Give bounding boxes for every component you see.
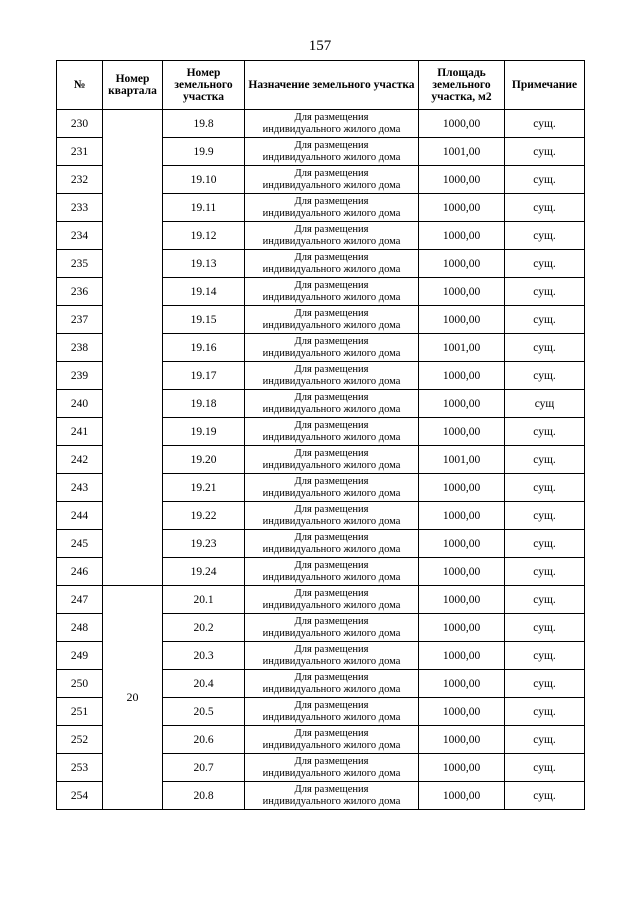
plot-number-cell: 20.6 [163,726,245,754]
purpose-line-1: Для размещения [294,643,369,655]
row-number-cell: 250 [57,670,103,698]
area-cell: 1001,00 [419,334,505,362]
purpose-line-2: индивидуального жилого дома [262,543,401,555]
purpose-line-2: индивидуального жилого дома [262,767,401,779]
row-number-cell: 253 [57,754,103,782]
row-number-cell: 246 [57,558,103,586]
purpose-line-2: индивидуального жилого дома [262,795,401,807]
purpose-cell [245,390,419,418]
note-cell: сущ. [505,278,585,306]
row-number-cell: 241 [57,418,103,446]
note-cell: сущ. [505,698,585,726]
purpose-line-2: индивидуального жилого дома [262,739,401,751]
note-cell: сущ. [505,194,585,222]
purpose-cell [245,138,419,166]
note-cell: сущ. [505,474,585,502]
row-number-cell: 244 [57,502,103,530]
purpose-line-2: индивидуального жилого дома [262,347,401,359]
purpose-line-2: индивидуального жилого дома [262,151,401,163]
purpose-cell [245,502,419,530]
plot-number-cell: 19.13 [163,250,245,278]
area-cell: 1000,00 [419,306,505,334]
area-cell: 1000,00 [419,530,505,558]
purpose-cell [245,278,419,306]
plot-number-cell: 19.14 [163,278,245,306]
purpose-line-1: Для размещения [294,475,369,487]
purpose-line-2: индивидуального жилого дома [262,207,401,219]
row-number-cell: 230 [57,110,103,138]
purpose-cell [245,698,419,726]
purpose-line-2: индивидуального жилого дома [262,291,401,303]
row-number-cell: 234 [57,222,103,250]
purpose-line-1: Для размещения [294,111,369,123]
purpose-cell [245,166,419,194]
purpose-line-2: индивидуального жилого дома [262,263,401,275]
header-quarter: Номер квартала [103,61,163,110]
table-header-row [57,61,585,110]
row-number-cell: 248 [57,614,103,642]
purpose-line-1: Для размещения [294,587,369,599]
table-body [57,110,585,810]
purpose-cell [245,474,419,502]
note-cell: сущ. [505,586,585,614]
header-area: Площадь земельного участка, м2 [419,61,505,110]
row-number-cell: 232 [57,166,103,194]
area-cell: 1000,00 [419,502,505,530]
row-number-cell: 251 [57,698,103,726]
plot-number-cell: 19.19 [163,418,245,446]
area-cell: 1000,00 [419,194,505,222]
plot-number-cell: 19.9 [163,138,245,166]
note-cell: сущ. [505,670,585,698]
plot-number-cell: 19.18 [163,390,245,418]
area-cell: 1000,00 [419,782,505,810]
purpose-line-2: индивидуального жилого дома [262,179,401,191]
purpose-cell [245,586,419,614]
plot-number-cell: 20.7 [163,754,245,782]
note-cell: сущ. [505,502,585,530]
purpose-line-1: Для размещения [294,167,369,179]
plot-number-cell: 19.17 [163,362,245,390]
purpose-line-1: Для размещения [294,531,369,543]
purpose-cell [245,642,419,670]
note-cell: сущ. [505,782,585,810]
note-cell: сущ. [505,530,585,558]
note-cell: сущ. [505,418,585,446]
area-cell: 1001,00 [419,138,505,166]
area-cell: 1000,00 [419,670,505,698]
area-cell: 1000,00 [419,110,505,138]
purpose-line-1: Для размещения [294,755,369,767]
note-cell: сущ [505,390,585,418]
purpose-line-1: Для размещения [294,615,369,627]
purpose-line-2: индивидуального жилого дома [262,711,401,723]
table-row [57,586,585,614]
purpose-line-2: индивидуального жилого дома [262,431,401,443]
page-number: 157 [308,38,332,54]
row-number-cell: 249 [57,642,103,670]
area-cell: 1000,00 [419,614,505,642]
row-number-cell: 245 [57,530,103,558]
purpose-line-2: индивидуального жилого дома [262,515,401,527]
plot-number-cell: 20.8 [163,782,245,810]
note-cell: сущ. [505,138,585,166]
note-cell: сущ. [505,726,585,754]
plot-number-cell: 20.4 [163,670,245,698]
plot-number-cell: 19.15 [163,306,245,334]
note-cell: сущ. [505,166,585,194]
purpose-line-2: индивидуального жилого дома [262,655,401,667]
purpose-line-2: индивидуального жилого дома [262,459,401,471]
purpose-line-1: Для размещения [294,307,369,319]
area-cell: 1000,00 [419,250,505,278]
plot-number-cell: 19.16 [163,334,245,362]
purpose-cell [245,782,419,810]
purpose-cell [245,446,419,474]
row-number-cell: 242 [57,446,103,474]
purpose-cell [245,250,419,278]
purpose-line-2: индивидуального жилого дома [262,375,401,387]
plot-number-cell: 20.3 [163,642,245,670]
row-number-cell: 235 [57,250,103,278]
plot-number-cell: 20.1 [163,586,245,614]
purpose-line-1: Для размещения [294,783,369,795]
purpose-line-1: Для размещения [294,559,369,571]
header-plot-number: Номер земельного участка [163,61,245,110]
plot-number-cell: 19.8 [163,110,245,138]
row-number-cell: 247 [57,586,103,614]
purpose-line-1: Для размещения [294,391,369,403]
quarter-cell [103,110,163,586]
row-number-cell: 237 [57,306,103,334]
note-cell: сущ. [505,642,585,670]
purpose-line-1: Для размещения [294,363,369,375]
plot-number-cell: 19.10 [163,166,245,194]
row-number-cell: 252 [57,726,103,754]
purpose-cell [245,222,419,250]
plot-number-cell: 20.2 [163,614,245,642]
row-number-cell: 238 [57,334,103,362]
purpose-line-1: Для размещения [294,139,369,151]
area-cell: 1000,00 [419,558,505,586]
row-number-cell: 240 [57,390,103,418]
purpose-line-1: Для размещения [294,671,369,683]
purpose-line-2: индивидуального жилого дома [262,403,401,415]
area-cell: 1000,00 [419,474,505,502]
purpose-cell [245,306,419,334]
plot-number-cell: 19.22 [163,502,245,530]
purpose-cell [245,558,419,586]
plot-number-cell: 19.23 [163,530,245,558]
area-cell: 1000,00 [419,390,505,418]
purpose-cell [245,726,419,754]
row-number-cell: 239 [57,362,103,390]
header-purpose: Назначение земельного участка [245,61,419,110]
purpose-line-2: индивидуального жилого дома [262,571,401,583]
note-cell: сущ. [505,614,585,642]
note-cell: сущ. [505,558,585,586]
purpose-line-1: Для размещения [294,447,369,459]
purpose-line-1: Для размещения [294,335,369,347]
purpose-line-1: Для размещения [294,727,369,739]
purpose-cell [245,334,419,362]
purpose-cell [245,614,419,642]
row-number-cell: 243 [57,474,103,502]
note-cell: сущ. [505,222,585,250]
area-cell: 1001,00 [419,446,505,474]
plot-number-cell: 19.21 [163,474,245,502]
row-number-cell: 254 [57,782,103,810]
purpose-cell [245,110,419,138]
purpose-line-2: индивидуального жилого дома [262,683,401,695]
note-cell: сущ. [505,110,585,138]
area-cell: 1000,00 [419,698,505,726]
purpose-line-2: индивидуального жилого дома [262,235,401,247]
note-cell: сущ. [505,754,585,782]
area-cell: 1000,00 [419,418,505,446]
row-number-cell: 236 [57,278,103,306]
purpose-cell [245,362,419,390]
note-cell: сущ. [505,362,585,390]
purpose-line-2: индивидуального жилого дома [262,319,401,331]
purpose-cell [245,754,419,782]
plot-number-cell: 19.11 [163,194,245,222]
purpose-line-1: Для размещения [294,419,369,431]
note-cell: сущ. [505,250,585,278]
area-cell: 1000,00 [419,278,505,306]
area-cell: 1000,00 [419,642,505,670]
purpose-cell [245,670,419,698]
quarter-cell: 20 [103,586,163,810]
note-cell: сущ. [505,334,585,362]
area-cell: 1000,00 [419,754,505,782]
purpose-line-2: индивидуального жилого дома [262,599,401,611]
purpose-cell [245,530,419,558]
purpose-line-2: индивидуального жилого дома [262,487,401,499]
purpose-line-2: индивидуального жилого дома [262,627,401,639]
row-number-cell: 231 [57,138,103,166]
note-cell: сущ. [505,306,585,334]
purpose-line-1: Для размещения [294,279,369,291]
area-cell: 1000,00 [419,726,505,754]
plot-number-cell: 19.12 [163,222,245,250]
purpose-line-1: Для размещения [294,503,369,515]
purpose-line-1: Для размещения [294,195,369,207]
purpose-cell [245,418,419,446]
purpose-line-1: Для размещения [294,251,369,263]
area-cell: 1000,00 [419,166,505,194]
area-cell: 1000,00 [419,362,505,390]
header-number: № [57,61,103,110]
plot-number-cell: 20.5 [163,698,245,726]
row-number-cell: 233 [57,194,103,222]
table-row [57,110,585,138]
purpose-cell [245,194,419,222]
plot-number-cell: 19.24 [163,558,245,586]
land-plots-table [56,60,585,810]
area-cell: 1000,00 [419,586,505,614]
area-cell: 1000,00 [419,222,505,250]
purpose-line-1: Для размещения [294,699,369,711]
header-note: Примечание [505,61,585,110]
purpose-line-1: Для размещения [294,223,369,235]
note-cell: сущ. [505,446,585,474]
purpose-line-2: индивидуального жилого дома [262,123,401,135]
plot-number-cell: 19.20 [163,446,245,474]
